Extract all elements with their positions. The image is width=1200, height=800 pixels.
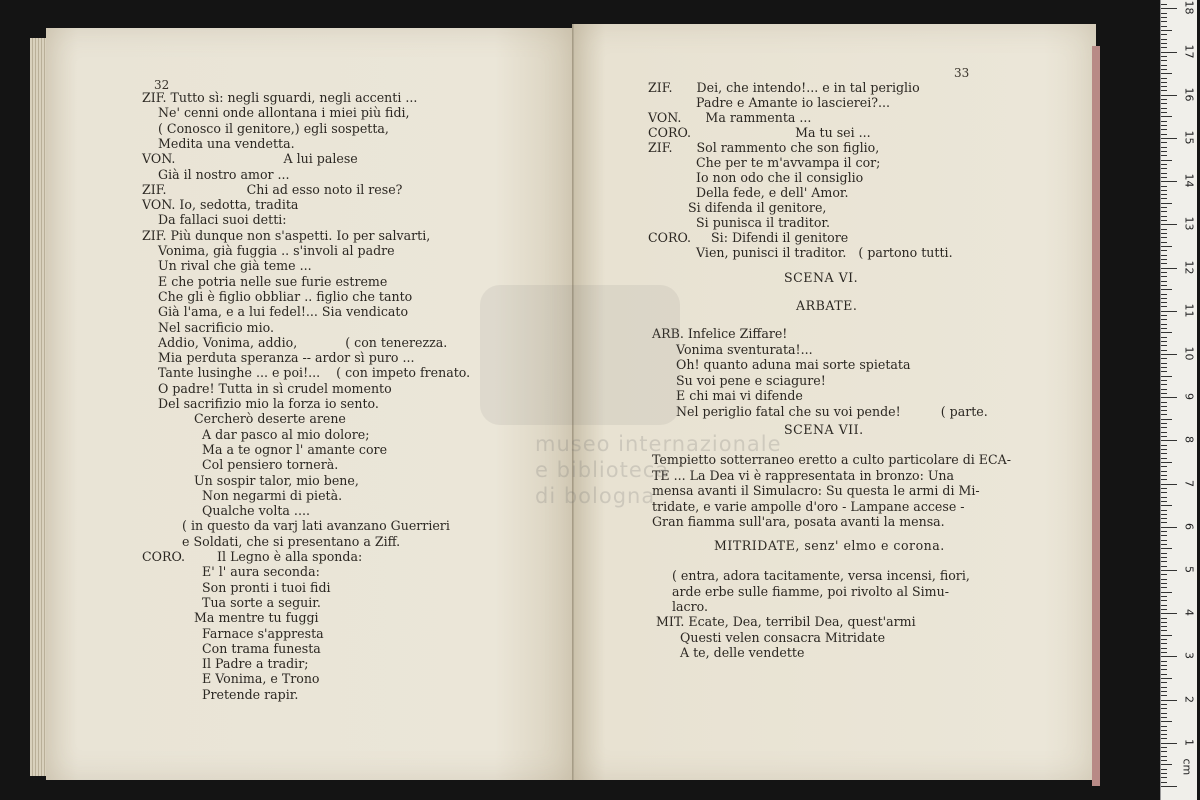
- ruler-tick: [1161, 782, 1167, 783]
- ruler-tick: [1161, 194, 1167, 195]
- scene-description-line: TE ... La Dea vi è rappresentata in bronzo: Una: [652, 467, 955, 483]
- ruler-tick: [1161, 639, 1167, 640]
- verse-line: E' l' aura seconda:: [142, 564, 320, 580]
- ruler-number: 4: [1182, 609, 1196, 617]
- ruler-tick: [1161, 371, 1167, 372]
- ruler-tick: [1161, 717, 1167, 718]
- ruler-tick: [1161, 726, 1167, 727]
- ruler-tick: [1161, 73, 1172, 74]
- ruler-tick: [1161, 332, 1172, 333]
- ruler-tick: [1161, 358, 1167, 359]
- ruler-tick: [1161, 229, 1167, 230]
- ruler-tick: [1161, 414, 1167, 415]
- ruler-tick: [1161, 203, 1172, 204]
- ruler-tick: [1161, 30, 1172, 31]
- ruler-tick: [1161, 704, 1167, 705]
- ruler-tick: [1161, 527, 1177, 528]
- ruler-tick: [1161, 700, 1177, 701]
- ruler-tick: [1161, 505, 1172, 506]
- ruler-tick: [1161, 393, 1167, 394]
- ruler-tick: [1161, 173, 1167, 174]
- verse-line: Non negarmi di pietà.: [142, 487, 343, 503]
- ruler-tick: [1161, 587, 1167, 588]
- ruler-tick: [1161, 82, 1167, 83]
- ruler-tick: [1161, 43, 1167, 44]
- ruler-tick: [1161, 306, 1167, 307]
- watermark-line-1: museo internazionale: [535, 432, 782, 456]
- ruler-tick: [1161, 497, 1167, 498]
- ruler-tick: [1161, 721, 1172, 722]
- ruler-tick: [1161, 250, 1167, 251]
- verse-line: e Soldati, che si presentano a Ziff.: [142, 533, 401, 549]
- ruler-tick: [1161, 190, 1167, 191]
- verse-line: Padre e Amante io lascierei?...: [648, 95, 891, 110]
- ruler-tick: [1161, 4, 1167, 5]
- ruler-tick: [1161, 419, 1172, 420]
- ruler-tick: [1161, 8, 1177, 9]
- ruler-tick: [1161, 311, 1177, 312]
- ruler-tick: [1161, 276, 1167, 277]
- ruler-tick: [1161, 294, 1167, 295]
- verse-line: Cercherò deserte arene: [142, 411, 346, 427]
- verse-line: Da fallaci suoi detti:: [142, 212, 287, 228]
- ruler-number: 15: [1182, 130, 1196, 145]
- scene-description-line: Tempietto sotterraneo eretto a culto particolare di ECA-: [652, 452, 1011, 467]
- scene-heading: SCENA VI.: [784, 270, 859, 285]
- ruler-tick: [1161, 687, 1167, 688]
- verse-line: Nel sacrificio mio.: [142, 319, 274, 335]
- verse-line: ZIF. Chi ad esso noto il rese?: [142, 181, 403, 197]
- ruler-tick: [1161, 255, 1167, 256]
- verse-line: Tua sorte a seguir.: [142, 594, 321, 610]
- ruler-number: 9: [1182, 393, 1196, 401]
- ruler-tick: [1161, 514, 1167, 515]
- scene-character: ARBATE.: [796, 298, 858, 313]
- verse-line: O padre! Tutta in sì crudel momento: [142, 380, 392, 396]
- ruler-tick: [1161, 652, 1167, 653]
- ruler-tick: [1161, 134, 1167, 135]
- ruler-tick: [1161, 484, 1177, 485]
- ruler-tick: [1161, 39, 1167, 40]
- watermark-logo: [480, 285, 680, 425]
- ruler-tick: [1161, 69, 1167, 70]
- ruler-tick: [1161, 669, 1167, 670]
- verse-line: Pretende rapir.: [142, 686, 299, 702]
- verse-line: CORO. Ma tu sei ...: [648, 125, 871, 140]
- ruler-tick: [1161, 315, 1167, 316]
- ruler-tick: [1161, 453, 1167, 454]
- verse-line: Son pronti i tuoi fidi: [142, 579, 331, 595]
- ruler-number: 17: [1182, 44, 1196, 59]
- ruler-tick: [1161, 510, 1167, 511]
- ruler-tick: [1161, 695, 1167, 696]
- verse-line: ( Conosco il genitore,) egli sospetta,: [142, 120, 389, 136]
- ruler-tick: [1161, 479, 1167, 480]
- ruler-tick: [1161, 609, 1167, 610]
- ruler-tick: [1161, 259, 1167, 260]
- ruler-number: 1: [1182, 738, 1196, 746]
- ruler-tick: [1161, 216, 1167, 217]
- ruler-tick: [1161, 337, 1167, 338]
- ruler-tick: [1161, 600, 1167, 601]
- ruler-tick: [1161, 488, 1167, 489]
- stage-direction-line: ( entra, adora tacitamente, versa incensi, fiori,: [672, 568, 970, 583]
- verse-line: Si punisca il traditor.: [648, 215, 831, 230]
- ruler-tick: [1161, 328, 1167, 329]
- ruler-unit-label: cm: [1180, 758, 1194, 776]
- ruler-tick: [1161, 125, 1167, 126]
- ruler-tick: [1161, 635, 1172, 636]
- verse-line: Vien, punisci il traditor. ( partono tutti.: [648, 245, 953, 260]
- ruler-tick: [1161, 116, 1172, 117]
- scene-heading: SCENA VII.: [784, 422, 864, 437]
- ruler-tick: [1161, 285, 1167, 286]
- ruler-tick: [1161, 458, 1167, 459]
- verse-line: Questi velen consacra Mitridate: [656, 629, 886, 645]
- ruler-tick: [1161, 535, 1167, 536]
- ruler-tick: [1161, 90, 1167, 91]
- ruler-tick: [1161, 17, 1167, 18]
- ruler-number: 12: [1182, 260, 1196, 275]
- ruler-tick: [1161, 168, 1167, 169]
- verse-line: CORO. Il Legno è alla sponda:: [142, 549, 363, 564]
- ruler-tick: [1161, 626, 1167, 627]
- ruler-tick: [1161, 13, 1167, 14]
- verse-line: Si difenda il genitore,: [648, 200, 827, 215]
- verse-line: VON. Io, sedotta, tradita: [142, 197, 299, 213]
- scene-description-line: tridate, e varie ampolle d'oro - Lampane accese -: [652, 498, 965, 514]
- ruler-tick: [1161, 47, 1167, 48]
- verse-line: Mia perduta speranza -- ardor sì puro ...: [142, 350, 415, 366]
- verse-line: Oh! quanto aduna mai sorte spietata: [652, 357, 911, 372]
- ruler-tick: [1161, 246, 1172, 247]
- verse-line: Medita una vendetta.: [142, 135, 295, 151]
- verse-line: Che per te m'avvampa il cor;: [648, 155, 881, 170]
- ruler-tick: [1161, 544, 1167, 545]
- verse-line: Nel periglio fatal che su voi pende! ( parte.: [652, 403, 988, 419]
- ruler-tick: [1161, 99, 1167, 100]
- ruler-tick: [1161, 345, 1167, 346]
- verse-line: Già il nostro amor ...: [142, 166, 290, 182]
- ruler-tick: [1161, 756, 1167, 757]
- verse-line: ( in questo da varj lati avanzano Guerrieri: [142, 518, 450, 534]
- verse-line: VON. Ma rammenta ...: [648, 110, 812, 125]
- ruler-tick: [1161, 743, 1177, 744]
- scene-character: MITRIDATE, senz' elmo e corona.: [714, 538, 945, 553]
- verse-line: Con trama funesta: [142, 640, 321, 656]
- ruler-tick: [1161, 656, 1177, 657]
- ruler-tick: [1161, 324, 1167, 325]
- ruler-tick: [1161, 298, 1167, 299]
- verse-line: Ma mentre tu fuggi: [142, 610, 319, 626]
- verse-line: A te, delle vendette: [656, 645, 805, 660]
- ruler-tick: [1161, 734, 1167, 735]
- ruler-tick: [1161, 518, 1167, 519]
- ruler-tick: [1161, 78, 1167, 79]
- watermark-line-3: di bologna: [535, 484, 656, 508]
- verse-line: ZIF. Dei, che intendo!... e in tal periglio: [648, 80, 920, 95]
- ruler-tick: [1161, 769, 1167, 770]
- ruler-number: 13: [1182, 216, 1196, 231]
- left-page-number: 32: [154, 78, 170, 92]
- verse-line: Del sacrifizio mio la forza io sento.: [142, 396, 379, 411]
- ruler-tick: [1161, 605, 1167, 606]
- ruler-tick: [1161, 682, 1167, 683]
- ruler-tick: [1161, 406, 1167, 407]
- verse-line: Vonima, già fuggia .. s'involi al padre: [142, 243, 395, 258]
- ruler-tick: [1161, 747, 1167, 748]
- verse-line: E che potria nelle sue furie estreme: [142, 273, 388, 289]
- ruler-tick: [1161, 397, 1177, 398]
- verse-line: Tante lusinghe ... e poi!... ( con impeto frenato.: [142, 365, 471, 381]
- ruler-tick: [1161, 622, 1167, 623]
- verse-line: A dar pasco al mio dolore;: [142, 426, 370, 442]
- ruler-tick: [1161, 678, 1172, 679]
- ruler-tick: [1161, 661, 1167, 662]
- ruler-number: 3: [1182, 652, 1196, 660]
- ruler-tick: [1161, 553, 1167, 554]
- ruler-number: 14: [1182, 173, 1196, 188]
- ruler-tick: [1161, 237, 1167, 238]
- verse-line: Che gli è figlio obbliar .. figlio che tanto: [142, 288, 413, 304]
- ruler-tick: [1161, 432, 1167, 433]
- ruler-tick: [1161, 177, 1167, 178]
- ruler-number: 5: [1182, 566, 1196, 573]
- verse-line: MIT. Ecate, Dea, terribil Dea, quest'armi: [656, 614, 916, 629]
- ruler-tick: [1161, 691, 1167, 692]
- ruler-tick: [1161, 648, 1167, 649]
- ruler-tick: [1161, 561, 1167, 562]
- verse-line: Qualche volta ....: [142, 503, 310, 519]
- ruler-tick: [1161, 272, 1167, 273]
- verse-line: VON. A lui palese: [142, 151, 358, 167]
- ruler-tick: [1161, 151, 1167, 152]
- scene-description-line: Gran fiamma sull'ara, posata avanti la mensa.: [652, 514, 945, 529]
- ruler-tick: [1161, 445, 1167, 446]
- stage-direction-line: arde erbe sulle fiamme, poi rivolto al Simu-: [672, 583, 949, 599]
- ruler-tick: [1161, 427, 1167, 428]
- ruler-number: 6: [1182, 522, 1196, 530]
- ruler-tick: [1161, 630, 1167, 631]
- ruler-tick: [1161, 160, 1172, 161]
- ruler-tick: [1161, 384, 1167, 385]
- ruler-tick: [1161, 410, 1167, 411]
- ruler-tick: [1161, 376, 1172, 377]
- ruler-tick: [1161, 540, 1167, 541]
- verse-line: ZIF. Sol rammento che son figlio,: [648, 140, 880, 155]
- measurement-ruler: [1160, 0, 1197, 800]
- ruler-tick: [1161, 583, 1167, 584]
- ruler-tick: [1161, 708, 1167, 709]
- ruler-number: 8: [1182, 436, 1196, 444]
- verse-line: ARB. Infelice Ziffare!: [652, 326, 788, 341]
- ruler-tick: [1161, 186, 1167, 187]
- verse-line: E chi mai vi difende: [652, 388, 803, 403]
- ruler-number: 7: [1182, 479, 1196, 487]
- ruler-tick: [1161, 579, 1167, 580]
- ruler-tick: [1161, 713, 1167, 714]
- ruler-tick: [1161, 786, 1177, 787]
- verse-line: Ne' cenni onde allontana i miei più fidi,: [142, 105, 410, 121]
- right-page-number: 33: [954, 66, 970, 80]
- ruler-tick: [1161, 367, 1167, 368]
- ruler-tick: [1161, 618, 1167, 619]
- ruler-tick: [1161, 760, 1167, 761]
- ruler-tick: [1161, 449, 1167, 450]
- ruler-tick: [1161, 60, 1167, 61]
- verse-line: Vonima sventurata!...: [652, 341, 813, 357]
- ruler-tick: [1161, 26, 1167, 27]
- ruler-number: 10: [1182, 346, 1196, 361]
- ruler-tick: [1161, 155, 1167, 156]
- verse-line: Ma a te ognor l' amante core: [142, 441, 388, 457]
- verse-line: CORO. Si: Difendi il genitore: [648, 230, 849, 245]
- ruler-tick: [1161, 108, 1167, 109]
- ruler-tick: [1161, 389, 1167, 390]
- ruler-tick: [1161, 613, 1177, 614]
- ruler-tick: [1161, 643, 1167, 644]
- verse-line: Su voi pene e sciagure!: [652, 372, 826, 388]
- verse-line: Il Padre a tradir;: [142, 656, 309, 672]
- ruler-tick: [1161, 302, 1167, 303]
- stage-direction-line: lacro.: [672, 599, 708, 614]
- ruler-tick: [1161, 138, 1177, 139]
- ruler-tick: [1161, 142, 1167, 143]
- ruler-tick: [1161, 402, 1167, 403]
- ruler-tick: [1161, 592, 1172, 593]
- ruler-tick: [1161, 121, 1167, 122]
- verse-line: E Vonima, e Trono: [142, 671, 320, 687]
- ruler-tick: [1161, 220, 1167, 221]
- ruler-tick: [1161, 350, 1167, 351]
- ruler-tick: [1161, 103, 1167, 104]
- ruler-tick: [1161, 440, 1177, 441]
- ruler-tick: [1161, 112, 1167, 113]
- ruler-tick: [1161, 596, 1167, 597]
- verse-line: Un sospir talor, mio bene,: [142, 472, 359, 488]
- ruler-tick: [1161, 52, 1177, 53]
- ruler-tick: [1161, 738, 1167, 739]
- ruler-tick: [1161, 751, 1167, 752]
- verse-line: Col pensiero tornerà.: [142, 457, 339, 473]
- ruler-tick: [1161, 777, 1167, 778]
- ruler-tick: [1161, 531, 1167, 532]
- ruler-tick: [1161, 548, 1172, 549]
- ruler-tick: [1161, 773, 1167, 774]
- ruler-number: 11: [1182, 303, 1196, 318]
- ruler-tick: [1161, 65, 1167, 66]
- ruler-number: 16: [1182, 87, 1196, 102]
- ruler-tick: [1161, 363, 1167, 364]
- ruler-tick: [1161, 730, 1167, 731]
- ruler-number: 2: [1182, 695, 1196, 703]
- ruler-tick: [1161, 557, 1167, 558]
- verse-line: Già l'ama, e a lui fedel!... Sia vendicato: [142, 304, 409, 320]
- ruler-tick: [1161, 268, 1177, 269]
- ruler-tick: [1161, 242, 1167, 243]
- verse-line: Farnace s'appresta: [142, 625, 324, 641]
- ruler-tick: [1161, 86, 1167, 87]
- ruler-tick: [1161, 354, 1177, 355]
- ruler-tick: [1161, 224, 1177, 225]
- ruler-tick: [1161, 570, 1177, 571]
- ruler-tick: [1161, 181, 1177, 182]
- ruler-tick: [1161, 471, 1167, 472]
- ruler-tick: [1161, 211, 1167, 212]
- ruler-tick: [1161, 522, 1167, 523]
- ruler-tick: [1161, 281, 1167, 282]
- ruler-tick: [1161, 475, 1167, 476]
- verse-line: ZIF. Tutto sì: negli sguardi, negli accenti ...: [142, 90, 418, 105]
- verse-line: Io non odo che il consiglio: [648, 170, 864, 185]
- ruler-tick: [1161, 289, 1172, 290]
- verse-line: Della fede, e dell' Amor.: [648, 185, 849, 200]
- ruler-tick: [1161, 207, 1167, 208]
- ruler-tick: [1161, 164, 1167, 165]
- ruler-tick: [1161, 233, 1167, 234]
- verse-line: ZIF. Più dunque non s'aspetti. Io per salvarti,: [142, 227, 431, 243]
- book-cover-edge: [1092, 46, 1100, 786]
- ruler-tick: [1161, 466, 1167, 467]
- ruler-tick: [1161, 764, 1172, 765]
- ruler-tick: [1161, 492, 1167, 493]
- ruler-tick: [1161, 34, 1167, 35]
- ruler-tick: [1161, 21, 1167, 22]
- ruler-tick: [1161, 574, 1167, 575]
- ruler-tick: [1161, 319, 1167, 320]
- ruler-tick: [1161, 56, 1167, 57]
- verse-line: Addio, Vonima, addio, ( con tenerezza.: [142, 334, 448, 350]
- watermark-line-2: e biblioteca: [535, 458, 670, 482]
- ruler-tick: [1161, 566, 1167, 567]
- ruler-tick: [1161, 341, 1167, 342]
- ruler-tick: [1161, 95, 1177, 96]
- ruler-tick: [1161, 501, 1167, 502]
- ruler-tick: [1161, 674, 1167, 675]
- ruler-tick: [1161, 665, 1167, 666]
- ruler-tick: [1161, 147, 1167, 148]
- verse-line: Un rival che già teme ...: [142, 258, 312, 274]
- ruler-tick: [1161, 462, 1172, 463]
- ruler-tick: [1161, 423, 1167, 424]
- ruler-number: 18: [1182, 0, 1196, 15]
- ruler-tick: [1161, 263, 1167, 264]
- ruler-tick: [1161, 129, 1167, 130]
- ruler-tick: [1161, 380, 1167, 381]
- ruler-tick: [1161, 436, 1167, 437]
- scene-description-line: mensa avanti il Simulacro: Su questa le armi di Mi-: [652, 483, 980, 498]
- ruler-tick: [1161, 198, 1167, 199]
